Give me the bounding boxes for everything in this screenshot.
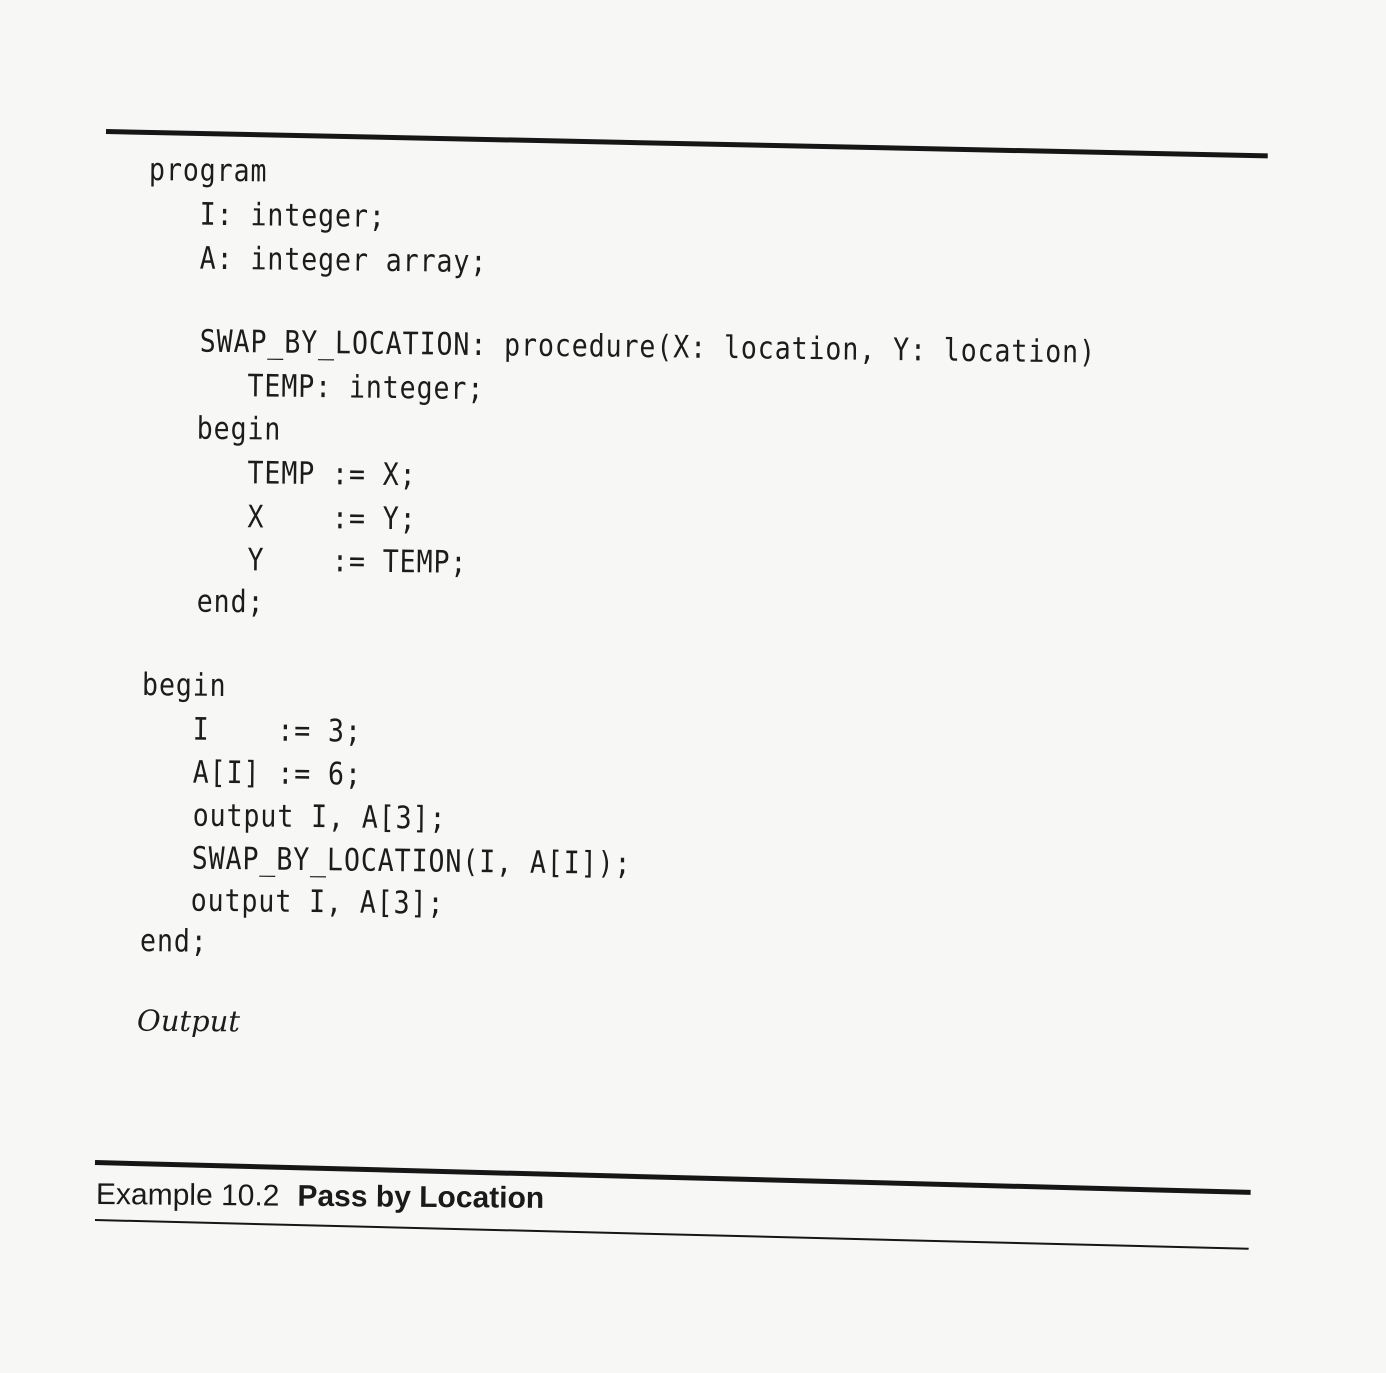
code-line-output-2: output I, A[3]; — [139, 882, 445, 922]
code-line-procedure-header: SWAP_BY_LOCATION: procedure(X: location, Y: location) — [148, 323, 1097, 371]
code-line-array-assign: A[I] := 6; — [141, 754, 363, 793]
code-line-temp-assign: TEMP := X; — [145, 454, 417, 494]
code-line-i-assign: I := 3; — [141, 711, 363, 750]
code-line-x-assign: X := Y; — [145, 498, 417, 538]
code-line-output-1: output I, A[3]; — [141, 797, 447, 837]
code-line-main-end: end; — [139, 923, 208, 960]
output-label: Output — [136, 1003, 241, 1039]
caption-title: Pass by Location — [297, 1179, 545, 1215]
code-line-decl-temp: TEMP: integer; — [145, 367, 485, 408]
code-line-program: program — [148, 152, 268, 190]
code-line-decl-i: I: integer; — [148, 196, 386, 235]
code-line-proc-end: end; — [145, 583, 265, 621]
code-line-y-assign: Y := TEMP; — [145, 541, 468, 581]
code-line-proc-begin: begin — [145, 410, 282, 448]
example-caption — [96, 1178, 544, 1216]
caption-number: Example 10.2 — [95, 1178, 280, 1213]
code-line-main-begin: begin — [141, 667, 227, 705]
code-line-decl-a: A: integer array; — [148, 240, 488, 281]
code-line-swap-call: SWAP_BY_LOCATION(I, A[I]); — [140, 840, 632, 882]
